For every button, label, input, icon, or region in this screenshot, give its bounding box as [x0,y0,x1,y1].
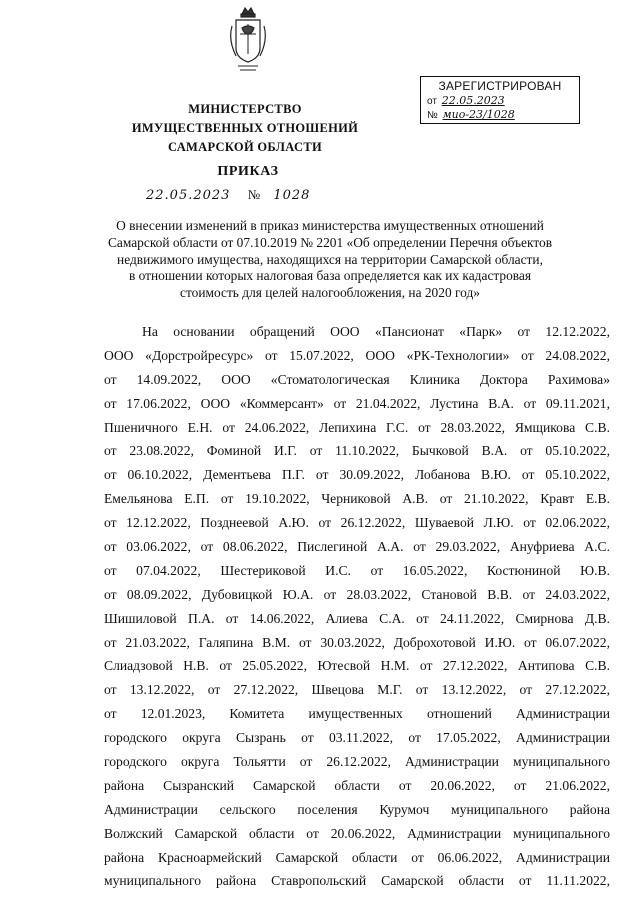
ministry-line: САМАРСКОЙ ОБЛАСТИ [168,140,322,154]
body-line: от 03.06.2022, от 08.06.2022, Пислегиной А.А. от 29.03.2022, Ануфриева А.С. [104,539,610,555]
stamp-date-prefix: от [427,96,437,107]
body-line: от 13.12.2022, от 27.12.2022, Швецова М.Г. от 13.12.2022, от 27.12.2022, [104,682,610,698]
stamp-number-prefix: № [427,110,438,121]
body-line: На основании обращений ООО «Пансионат «Парк» от 12.12.2022, [142,324,610,339]
stamp-date-value: 22.05.2023 [441,94,505,107]
body-line: от 12.01.2023, Комитета имущественных отношений Администрации [104,706,610,722]
body-line: от 07.04.2022, Шестериковой И.С. от 16.05.2022, Костюниной Ю.В. [104,562,610,578]
body-line: Емельянова Е.П. от 19.10.2022, Черниковой А.В. от 21.10.2022, Кравт Е.В. [104,491,610,507]
body-line: от 17.06.2022, ООО «Коммерсант» от 21.04.2022, Лустина В.А. от 09.11.2021, [104,395,610,411]
body-line: Волжский Самарской области от 20.06.2022, Администрации муниципального [104,825,610,841]
stamp-number-value: мио-23/1028 [442,108,515,121]
body-line: от 06.10.2022, Дементьева П.Г. от 30.09.2022, Лобанова В.Ю. от 05.10.2022, [104,467,610,483]
body-line: Пшеничного Е.Н. от 24.06.2022, Лепихина Г.С. от 28.03.2022, Ямщикова С.В. [104,419,610,435]
body-line: от 21.03.2022, Галяпина В.М. от 30.03.2022, Доброхотовой И.Ю. от 06.07.2022, [104,634,610,650]
body-line: городского округа Тольятти от 26.12.2022, Администрации муниципального [104,754,610,770]
body-line: ООО «Дорстройресурс» от 15.07.2022, ООО «РК-Технологии» от 24.08.2022, [104,347,610,363]
stamp-date-row [427,94,573,107]
body-line: района Красноармейский Самарской области от 06.06.2022, Администрации [104,849,610,865]
ministry-line: МИНИСТЕРСТВО [188,102,302,116]
body-line: городского округа Сызрань от 03.11.2022, от 17.05.2022, Администрации [104,730,610,746]
stamp-title: ЗАРЕГИСТРИРОВАН [438,79,562,93]
body-line: Слиадзовой Н.В. от 25.05.2022, Ютесвой Н.М. от 27.12.2022, Антипова С.В. [104,658,610,674]
body-line: от 08.09.2022, Дубовицкой Ю.А. от 28.03.2022, Становой В.В. от 24.03.2022, [104,586,610,602]
order-title: ПРИКАЗ [217,164,279,179]
body-line: от 12.12.2022, Позднеевой А.Ю. от 26.12.2022, Шуваевой Л.Ю. от 02.06.2022, [104,515,610,531]
order-date: 22.05.2023 [146,188,231,203]
body-line: Шишиловой П.А. от 14.06.2022, Алиева С.А. от 24.11.2022, Смирнова Д.В. [104,610,610,626]
registration-stamp [420,76,580,124]
body-line: муниципального района Ставропольский Самарской области от 11.11.2022, [104,873,610,889]
ministry-name [110,100,380,157]
body-line: Администрации сельского поселения Курумоч муниципального района [104,801,610,817]
body-line: от 23.08.2022, Фоминой И.Г. от 11.10.2022, Бычковой В.А. от 05.10.2022, [104,443,610,459]
body-line: района Сызранский Самарской области от 20.06.2022, от 21.06.2022, [104,777,610,793]
body-line: от 14.09.2022, ООО «Стоматологическая Клиника Доктора Рахимова» [104,371,610,387]
subject-line: О внесении изменений в приказ министерства имущественных отношений [116,218,544,233]
subject-line: Самарской области от 07.10.2019 № 2201 «Об определении Перечня объектов [107,234,553,250]
subject-line: в отношении которых налоговая база определяется как их кадастровая [128,268,532,284]
order-number: 1028 [273,188,311,203]
order-subject [80,218,580,302]
subject-line: стоимость для целей налогообложения, на 2020 год» [180,285,480,301]
subject-line: недвижимого имущества, находящихся на территории Самарской области, [117,251,543,267]
order-body-text [104,320,610,893]
order-date-number [146,187,386,203]
coat-of-arms-emblem [226,4,270,78]
order-number-sign: № [247,187,261,202]
ministry-line: ИМУЩЕСТВЕННЫХ ОТНОШЕНИЙ [131,121,359,135]
stamp-number-row [427,108,573,121]
